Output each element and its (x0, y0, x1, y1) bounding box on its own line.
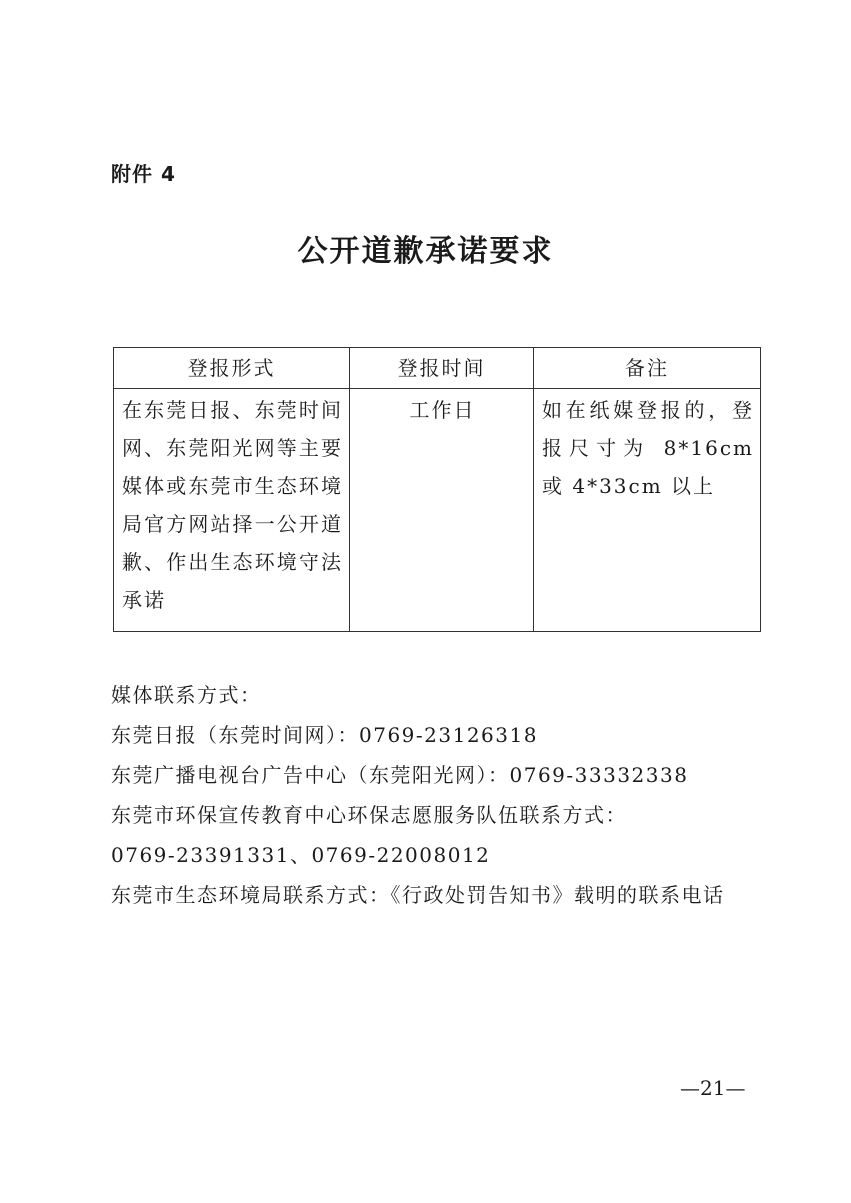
contact-line-daily: 东莞日报（东莞时间网）：0769-23126318 (111, 723, 538, 747)
cell-time: 工作日 (350, 389, 534, 632)
cell-form: 在东莞日报、东莞时间网、东莞阳光网等主要媒体或东莞市生态环境局官方网站择一公开道歉、作出生态环境守法承诺 (114, 389, 350, 632)
page-number: —21— (680, 1076, 746, 1100)
header-time: 登报时间 (350, 348, 534, 389)
attachment-label: 附件 4 (111, 162, 176, 186)
contact-line-volunteer-phones: 0769-23391331、0769-22008012 (111, 843, 491, 867)
contact-line-bureau: 东莞市生态环境局联系方式：《行政处罚告知书》载明的联系电话 (111, 883, 725, 907)
contact-heading: 媒体联系方式： (111, 683, 262, 707)
contact-line-volunteer: 东莞市环保宣传教育中心环保志愿服务队伍联系方式： (111, 803, 627, 827)
table-row (114, 389, 761, 632)
contact-line-broadcast: 东莞广播电视台广告中心（东莞阳光网）：0769-33332338 (111, 763, 689, 787)
requirements-table (113, 347, 761, 632)
cell-note: 如在纸媒登报的，登报尺寸为 8*16cm 或 4*33cm 以上 (534, 389, 761, 632)
header-form: 登报形式 (114, 348, 350, 389)
table-header-row (114, 348, 761, 389)
header-note: 备注 (534, 348, 761, 389)
page-title: 公开道歉承诺要求 (297, 234, 554, 269)
contact-section (111, 675, 751, 915)
